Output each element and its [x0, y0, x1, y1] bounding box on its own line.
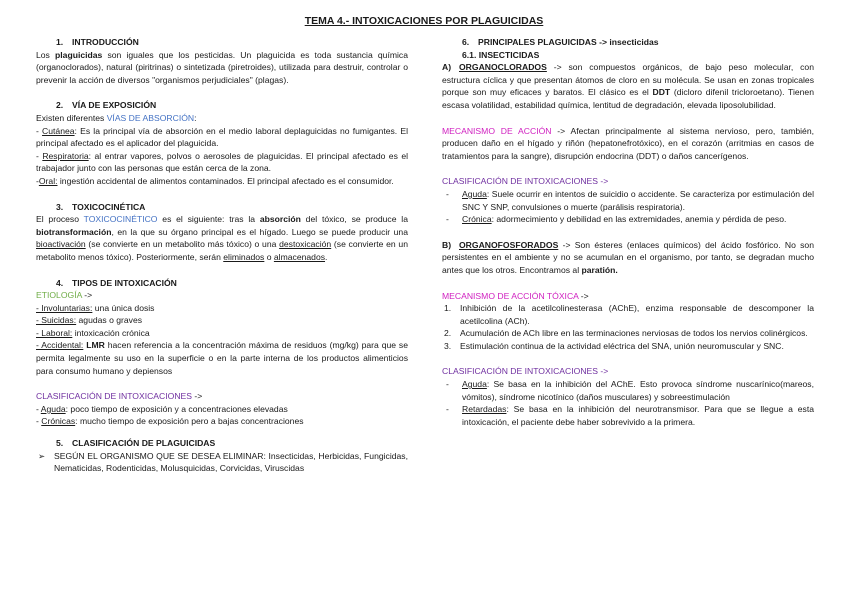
section-2-heading: 2. VÍA DE EXPOSICIÓN: [56, 100, 157, 111]
organofosforados-mecanismo: MECANISMO DE ACCIÓN TÓXICA ->: [442, 290, 589, 301]
etiologia-suicidas: - Suicidas: agudas o graves: [36, 315, 143, 326]
section-6-1-heading: 6.1. INSECTICIDAS: [462, 49, 540, 60]
organoclorados-text: A) ORGANOCLORADOS -> son compuestos orgánicos, de bajo peso molecular, con estructura cíclica y que presentan átomos de cloro en su molécula. Se usan en zonas tropicales porque son muy eficaces y baratos. El clásico es el DDT (dicloro difenil tricloroetano). Tienen escasa volatilidad, estabilidad química, lentitud de degradación, elevada liposolubilidad.: [442, 62, 814, 110]
organoclorados-aguda: - Aguda: Suele ocurrir en intentos de suicidio o accidente. Se caracteriza por estimulación del SNC Y SNP, convulsiones o muerte (parálisis respiratoria).: [446, 188, 814, 212]
organofosforados-clasificacion: CLASIFICACIÓN DE INTOXICACIONES ->: [442, 366, 609, 377]
etiologia-laboral: - Laboral: intoxicación crónica: [36, 327, 150, 338]
list-item: 2. Acumulación de ACh libre en las terminaciones nerviosas de todos los nervios colinérgicos.: [444, 328, 808, 339]
section-6-heading: 6. PRINCIPALES PLAGUICIDAS -> insecticidas: [462, 37, 659, 47]
organoclorados-clasificacion: CLASIFICACIÓN DE INTOXICACIONES ->: [442, 176, 609, 187]
route-cutanea: - Cutánea: Es la principal vía de absorción en el medio laboral deplaguicidas no fumigantes. El principal afectado es el aplicador del plaguicida.: [36, 125, 408, 149]
section-4-heading: 4. TIPOS DE INTOXICACIÓN: [56, 277, 177, 288]
section-5-bullet-item: ➢ SEGÚN EL ORGANISMO QUE SE DESEA ELIMINAR: Insecticidas, Herbicidas, Fungicidas, Nematicidas, Rodenticidas, Molusquicidas, Corvicidas, Viruscidas: [38, 450, 408, 474]
clasificacion-aguda: - Aguda: poco tiempo de exposición y a concentraciones elevadas: [36, 403, 288, 414]
organofosforados-aguda: - Aguda: Se basa en la inhibición del AChE. Esto provoca síndrome nuscarínico(mareos, vómitos), síndrome nicotínico (daños musculares) y sobreestimulación: [446, 379, 814, 402]
route-respiratoria: - Respiratoria: al entrar vapores, polvos o aerosoles de plaguicidas. El principal afectado es el trabajador junto con las personas que están cerca de la zona.: [36, 150, 409, 174]
etiologia-involuntarias: - Involuntarias: una única dosis: [36, 302, 155, 313]
organofosforados-retardadas: - Retardadas: Se basa en la inhibición del neurotransmisor. Para que se llegue a esta intoxicación, el paciente debe haber sobrevivido a la primera.: [446, 404, 814, 427]
list-item: 1. Inhibición de la acetilcolinesterasa (AChE), enzima responsable de descomponer la acetilcolina (ACh).: [444, 303, 814, 326]
etiologia-accidental: - Accidental: LMR hacen referencia a la concentración máxima de residuos (mg/kg) para que se permita legalmente su uso en la superficie o en la parte interna de los productos alimenticios para consumo humano y depiensos: [36, 340, 409, 376]
clasificacion-cronicas: - Crónicas: mucho tiempo de exposición pero a bajas concentraciones: [36, 416, 304, 427]
section-5-heading: 5. CLASIFICACIÓN DE PLAGUICIDAS: [56, 438, 216, 449]
list-item: 3. Estimulación continua de la actividad eléctrica del SNA, unión neuromuscular y SNC.: [444, 340, 784, 351]
right-column: [442, 36, 814, 428]
section-2-intro: Existen diferentes VÍAS DE ABSORCIÓN:: [36, 112, 197, 123]
section-1-heading: 1. INTRODUCCIÓN: [56, 37, 139, 47]
organoclorados-cronica: - Crónica: adormecimiento y debilidad en las extremidades, anemia y pérdida de peso.: [446, 214, 787, 225]
route-oral: -Oral: ingestión accidental de alimentos contaminados. El principal afectado es el consumidor.: [36, 175, 394, 186]
etiologia-label: ETIOLOGÍA ->: [36, 290, 93, 301]
section-3-text: El proceso TOXICOCINÉTICO es el siguiente: tras la absorción del tóxico, se produce la biotransformación, en la que su órgano principal es el hígado. Luego se puede producir una bioactivación (se convierte en un metabolito más tóxico) o una destoxicación (se convierte en un metabolito menos tóxico). Posteriormente, serán eliminados o almacenados.: [36, 214, 408, 262]
left-column: [36, 36, 408, 475]
section-3-heading: 3. TOXICOCINÉTICA: [56, 201, 146, 212]
clasificacion-label: CLASIFICACIÓN DE INTOXICACIONES ->: [36, 391, 203, 402]
organofosforados-text: B) ORGANOFOSFORADOS -> Son ésteres (enlaces químicos) del ácido fosfórico. No son persistentes en el ambiente y no se acumulan en el organismo, por tanto, se degradan mucho antes que los otros. Encontramos al paratión.: [442, 239, 814, 275]
arrow-bullet-icon: ➢: [38, 450, 46, 461]
organoclorados-mecanismo: MECANISMO DE ACCIÓN -> Afectan principalmente al sistema nervioso, pero, también, producen daño en el hígado y riñón (hepatonefrotóxico), en el corazón (arritmias en casos de tratamientos para la sangre), disrupción endocrina (DDT) o daños cancerígenos.: [442, 125, 814, 161]
document-title: TEMA 4.- INTOXICACIONES POR PLAGUICIDAS: [304, 15, 544, 27]
section-1-text: Los plaguicidas son iguales que los pesticidas. Un plaguicida es toda sustancia química (organoclorados), natural (piritrinas) o sintetizada (piretroides), utilizada para destruir, controlar o prevenir la acción de diversos "organismos perjudiciales" (plagas).: [36, 49, 408, 85]
